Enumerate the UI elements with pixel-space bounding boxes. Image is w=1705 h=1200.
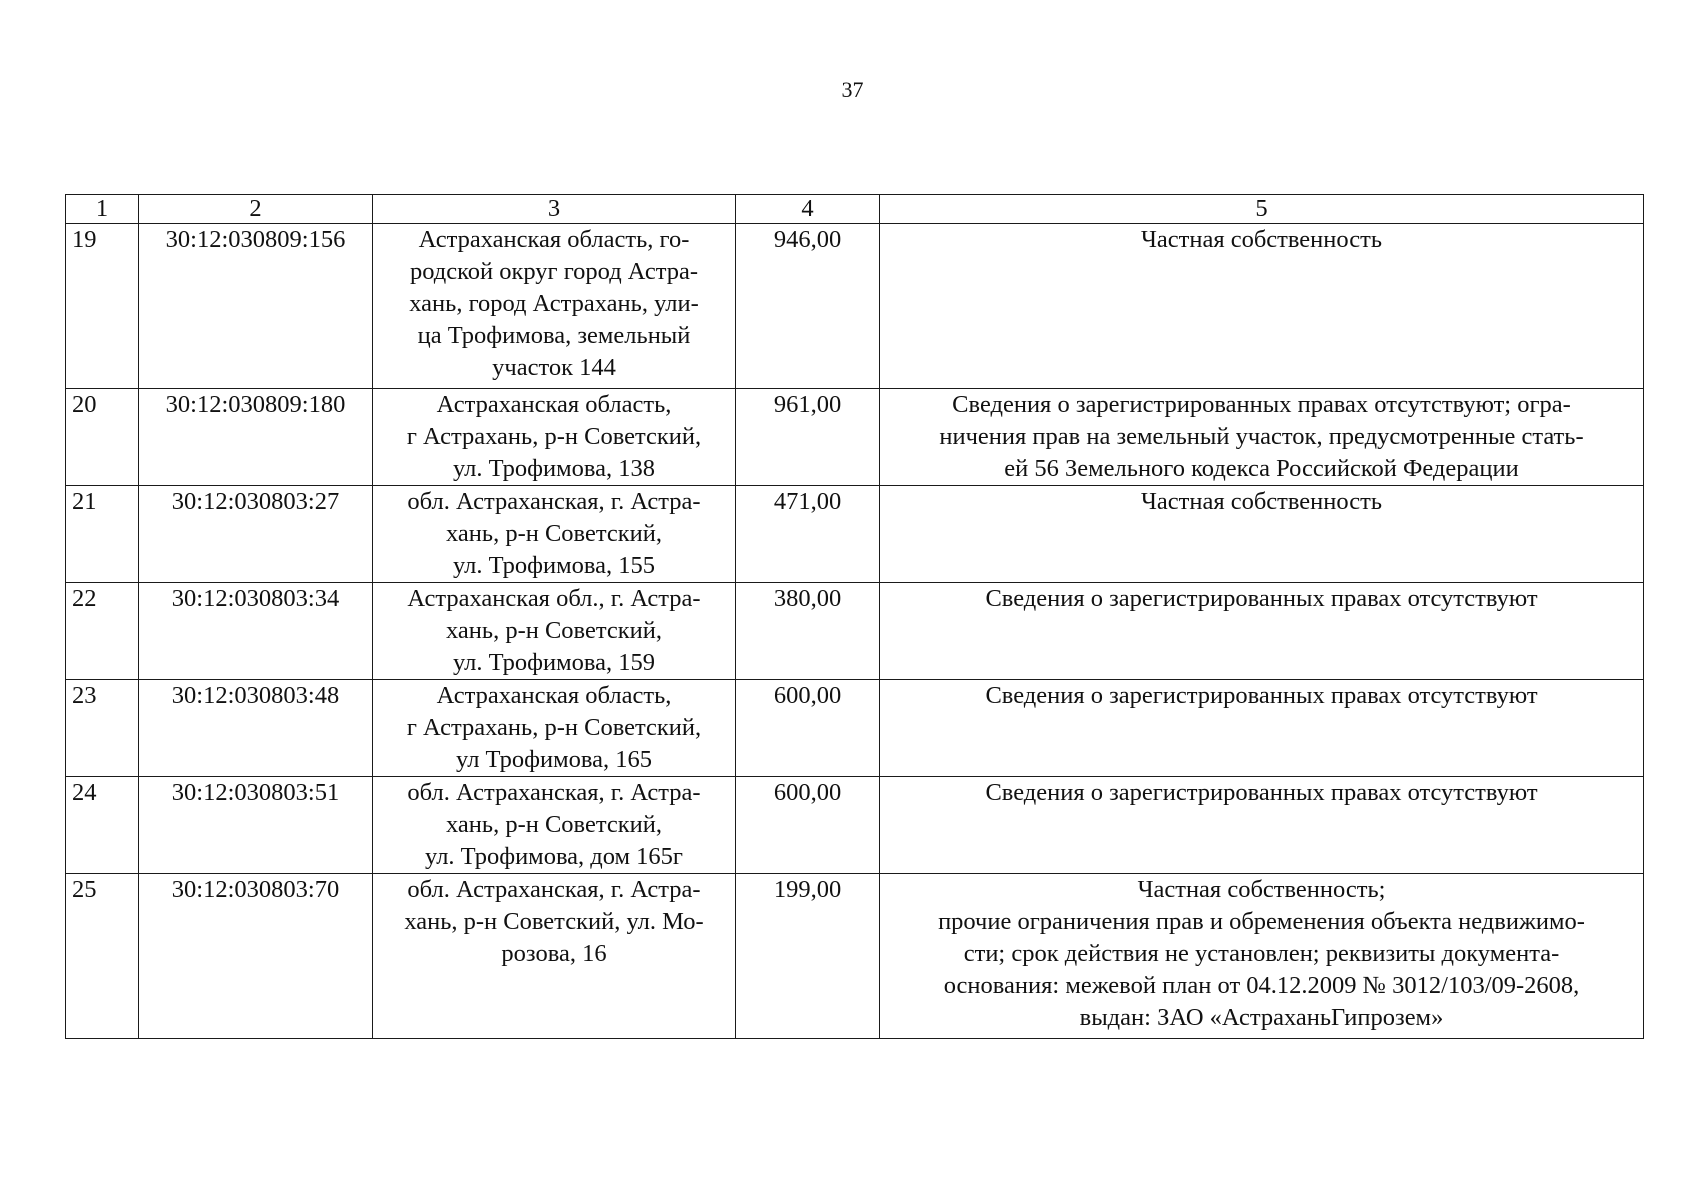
rights-cell bbox=[880, 680, 1644, 777]
land-plots-table bbox=[65, 194, 1644, 1039]
page-number: 37 bbox=[841, 77, 864, 102]
rights-line: Сведения о зарегистрированных правах отсутствуют; огра- bbox=[952, 391, 1571, 418]
address-line: ул. Трофимова, дом 165г bbox=[425, 843, 683, 870]
rights-cell bbox=[880, 389, 1644, 486]
table-row bbox=[66, 680, 1644, 777]
header-col-2: 2 bbox=[139, 195, 373, 224]
address-line: Астраханская обл., г. Астра- bbox=[407, 585, 701, 612]
rights-line: выдан: ЗАО «АстраханьГипрозем» bbox=[1079, 1004, 1444, 1031]
cadastral-number: 30:12:030803:70 bbox=[139, 874, 373, 1039]
address-line: обл. Астраханская, г. Астра- bbox=[407, 876, 701, 903]
address-line: розова, 16 bbox=[501, 940, 607, 967]
rights-line: Сведения о зарегистрированных правах отсутствуют bbox=[985, 585, 1538, 612]
address-line: хань, р-н Советский, bbox=[445, 617, 662, 644]
address-cell bbox=[373, 583, 736, 680]
address-line: г Астрахань, р-н Советский, bbox=[406, 714, 702, 741]
address-line: ца Трофимова, земельный bbox=[417, 322, 691, 349]
area-value: 946,00 bbox=[736, 224, 880, 389]
rights-cell bbox=[880, 874, 1644, 1039]
row-number: 24 bbox=[66, 777, 139, 874]
header-col-4: 4 bbox=[736, 195, 880, 224]
rights-cell bbox=[880, 486, 1644, 583]
table-row bbox=[66, 389, 1644, 486]
rights-line: ей 56 Земельного кодекса Российской Федерации bbox=[1004, 455, 1519, 482]
address-line: хань, р-н Советский, bbox=[445, 520, 662, 547]
address-line: ул Трофимова, 165 bbox=[456, 746, 652, 773]
table-header-row bbox=[66, 195, 1644, 224]
row-number: 20 bbox=[66, 389, 139, 486]
address-line: г Астрахань, р-н Советский, bbox=[406, 423, 702, 450]
rights-line: основания: межевой план от 04.12.2009 № 3012/103/09-2608, bbox=[943, 972, 1580, 999]
address-line: ул. Трофимова, 138 bbox=[452, 455, 656, 482]
area-value: 600,00 bbox=[736, 680, 880, 777]
address-line: Астраханская область, bbox=[436, 682, 672, 709]
header-col-3: 3 bbox=[373, 195, 736, 224]
row-number: 22 bbox=[66, 583, 139, 680]
address-cell bbox=[373, 874, 736, 1039]
address-line: хань, город Астрахань, ули- bbox=[409, 290, 699, 317]
address-line: хань, р-н Советский, bbox=[445, 811, 662, 838]
rights-line: Частная собственность bbox=[1140, 488, 1383, 515]
area-value: 471,00 bbox=[736, 486, 880, 583]
cadastral-number: 30:12:030809:156 bbox=[139, 224, 373, 389]
address-line: обл. Астраханская, г. Астра- bbox=[407, 779, 701, 806]
row-number: 21 bbox=[66, 486, 139, 583]
rights-line: Частная собственность; bbox=[1137, 876, 1386, 903]
address-line: участок 144 bbox=[492, 354, 616, 381]
address-line: ул. Трофимова, 159 bbox=[452, 649, 656, 676]
table-row bbox=[66, 486, 1644, 583]
cadastral-number: 30:12:030803:34 bbox=[139, 583, 373, 680]
address-line: Астраханская область, го- bbox=[418, 226, 690, 253]
address-cell bbox=[373, 389, 736, 486]
table-row bbox=[66, 874, 1644, 1039]
row-number: 19 bbox=[66, 224, 139, 389]
address-line: родской округ город Астра- bbox=[409, 258, 699, 285]
table-row bbox=[66, 583, 1644, 680]
address-line: ул. Трофимова, 155 bbox=[452, 552, 656, 579]
area-value: 961,00 bbox=[736, 389, 880, 486]
table-row bbox=[66, 777, 1644, 874]
rights-cell bbox=[880, 224, 1644, 389]
rights-line: Сведения о зарегистрированных правах отсутствуют bbox=[985, 682, 1538, 709]
area-value: 199,00 bbox=[736, 874, 880, 1039]
address-cell bbox=[373, 486, 736, 583]
cadastral-number: 30:12:030803:27 bbox=[139, 486, 373, 583]
cadastral-number: 30:12:030803:51 bbox=[139, 777, 373, 874]
address-cell bbox=[373, 777, 736, 874]
cadastral-number: 30:12:030803:48 bbox=[139, 680, 373, 777]
address-cell bbox=[373, 680, 736, 777]
rights-line: Сведения о зарегистрированных правах отсутствуют bbox=[985, 779, 1538, 806]
rights-cell bbox=[880, 777, 1644, 874]
header-col-1: 1 bbox=[66, 195, 139, 224]
header-col-5: 5 bbox=[880, 195, 1644, 224]
row-number: 23 bbox=[66, 680, 139, 777]
rights-cell bbox=[880, 583, 1644, 680]
rights-line: сти; срок действия не установлен; реквизиты документа- bbox=[963, 940, 1560, 967]
area-value: 380,00 bbox=[736, 583, 880, 680]
rights-line: прочие ограничения прав и обременения объекта недвижимо- bbox=[938, 908, 1585, 935]
address-cell bbox=[373, 224, 736, 389]
table-row bbox=[66, 224, 1644, 389]
rights-line: ничения прав на земельный участок, предусмотренные стать- bbox=[939, 423, 1584, 450]
address-line: обл. Астраханская, г. Астра- bbox=[407, 488, 701, 515]
cadastral-number: 30:12:030809:180 bbox=[139, 389, 373, 486]
area-value: 600,00 bbox=[736, 777, 880, 874]
row-number: 25 bbox=[66, 874, 139, 1039]
address-line: хань, р-н Советский, ул. Мо- bbox=[404, 908, 704, 935]
address-line: Астраханская область, bbox=[436, 391, 672, 418]
rights-line: Частная собственность bbox=[1140, 226, 1383, 253]
